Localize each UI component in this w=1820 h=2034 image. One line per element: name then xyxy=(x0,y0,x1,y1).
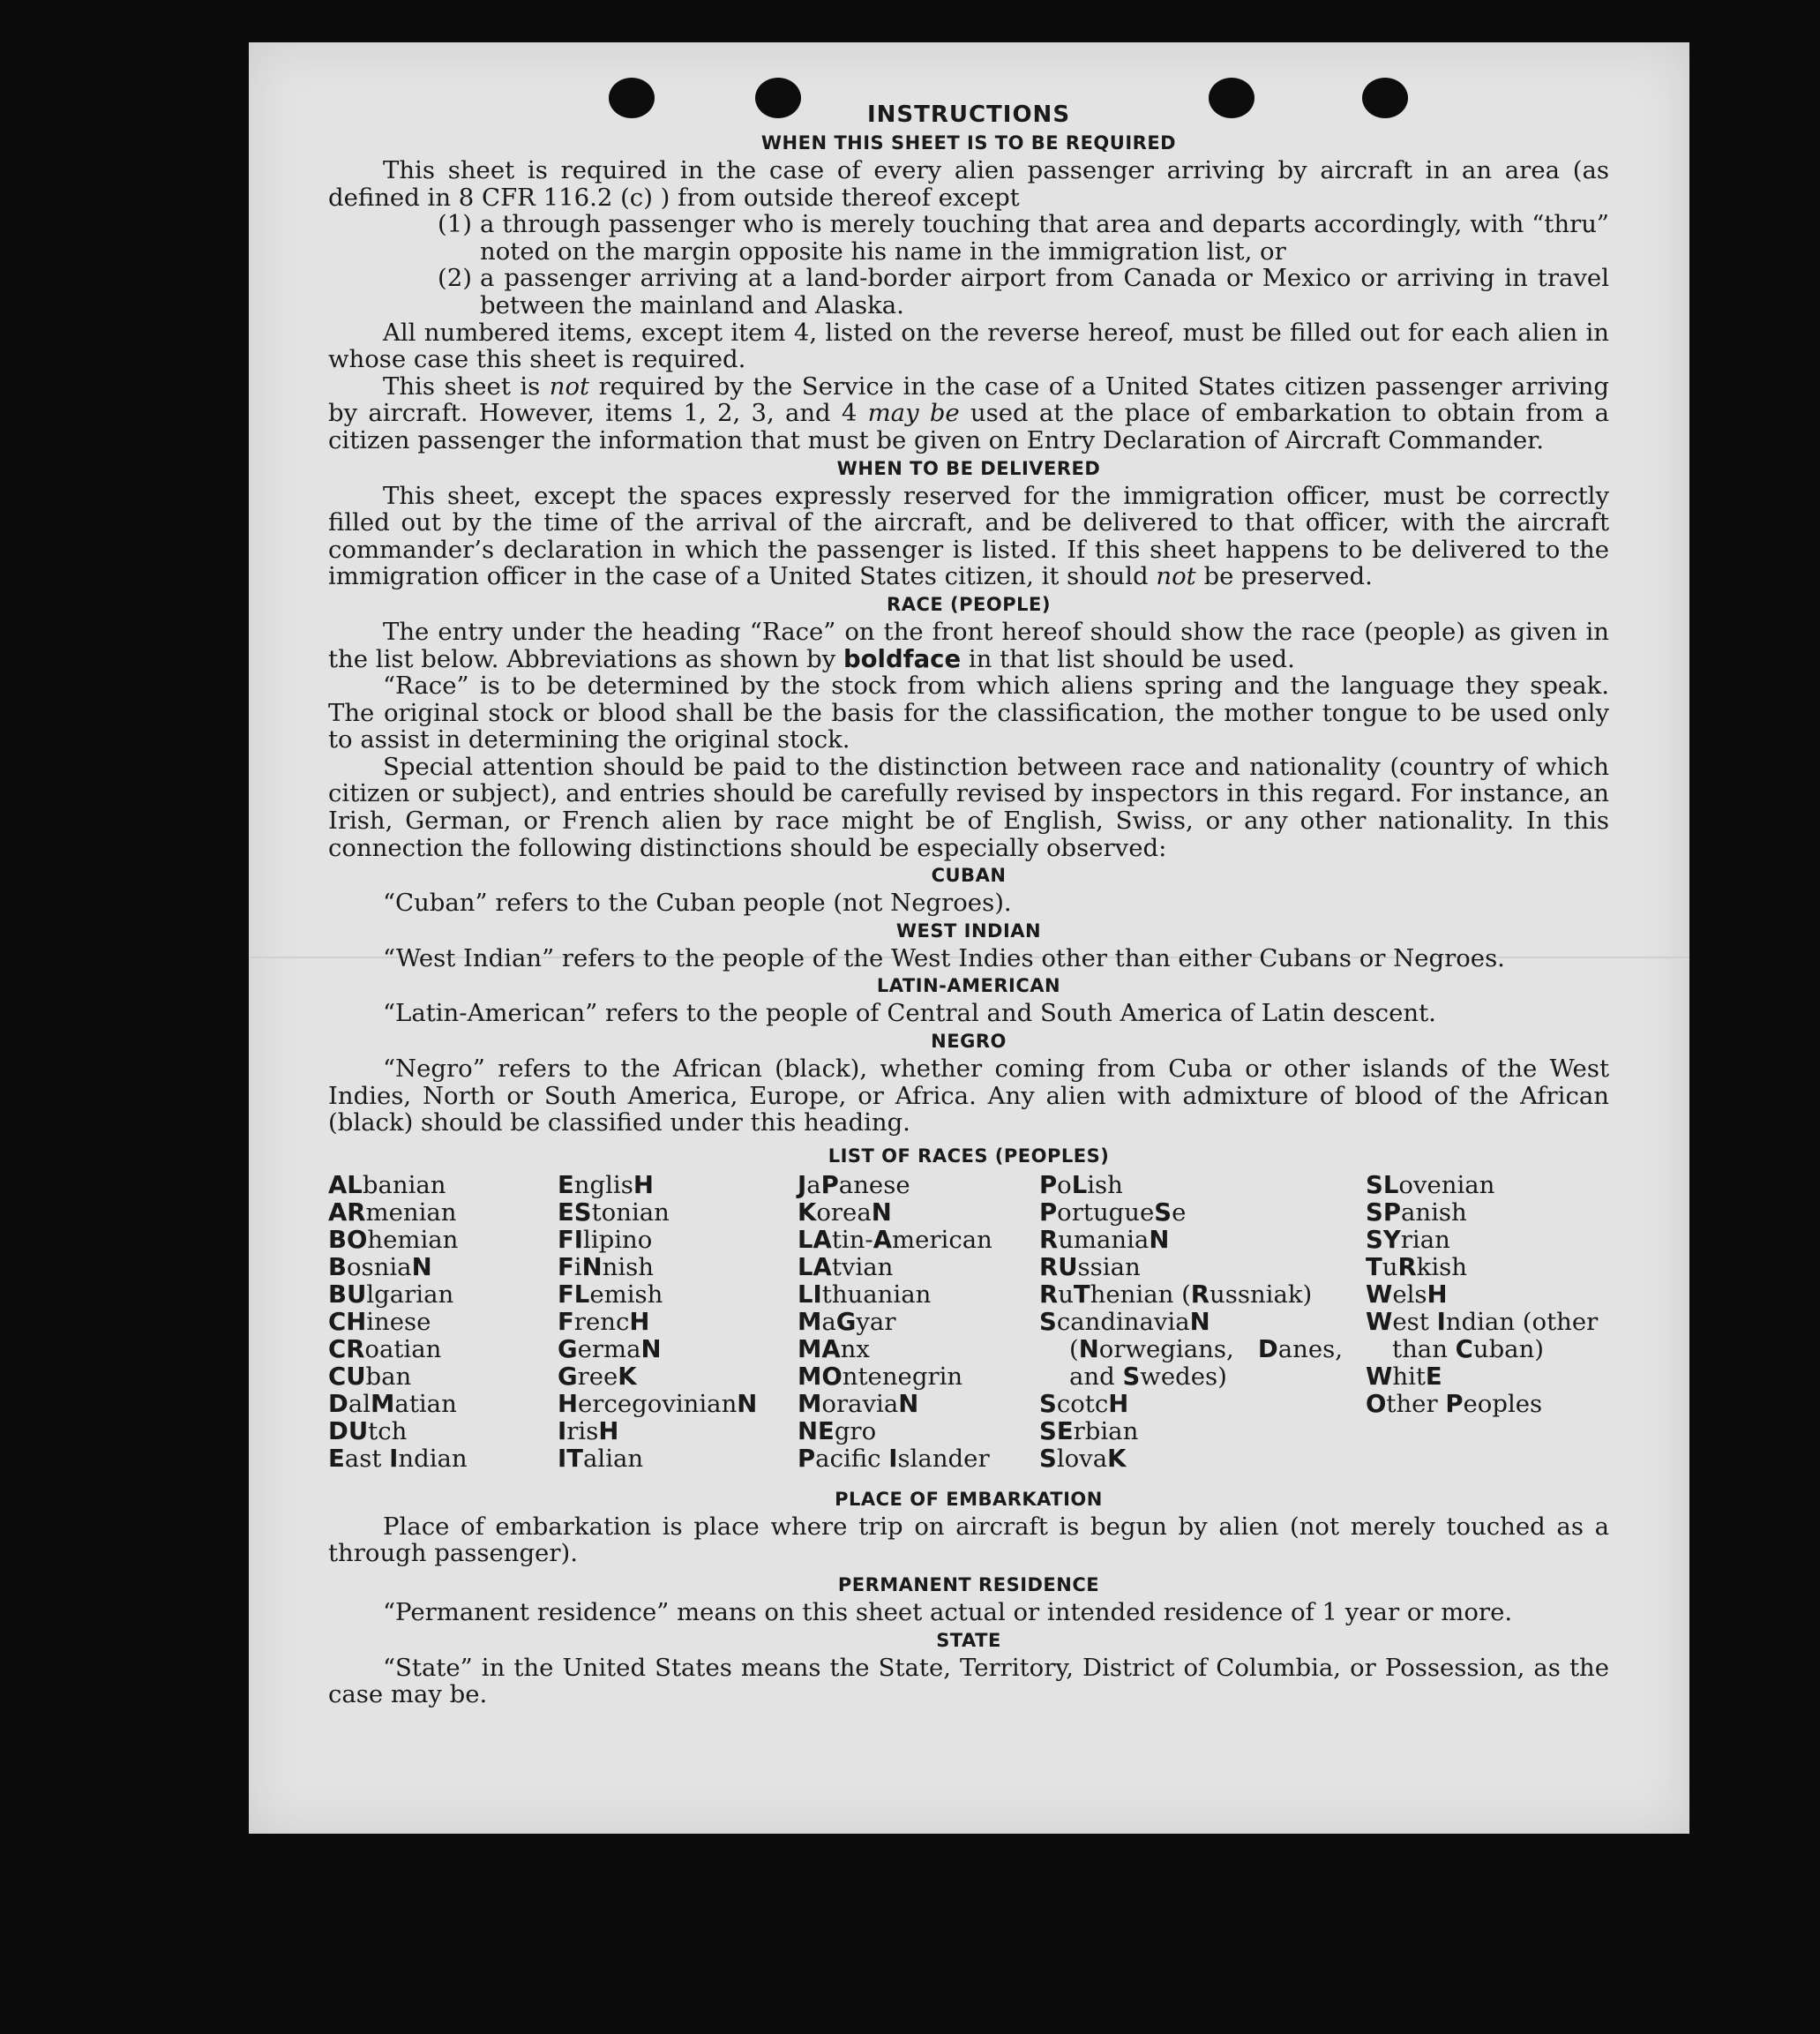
race-column xyxy=(328,1172,468,1473)
race-entry: Other Peoples xyxy=(1366,1389,1543,1418)
race-entry: SPanish xyxy=(1366,1197,1467,1227)
race-entry: KoreaN xyxy=(798,1197,892,1227)
race-entry: WhitE xyxy=(1366,1362,1442,1391)
race-entry: NEgro xyxy=(798,1416,877,1445)
race-entry: FrencH xyxy=(558,1307,650,1336)
race-entry: RUssian xyxy=(1039,1252,1141,1281)
race-entry: GreeK xyxy=(558,1362,637,1391)
page-title: INSTRUCTIONS xyxy=(866,101,1071,128)
section-heading-required: WHEN THIS SHEET IS TO BE REQUIRED xyxy=(760,132,1177,154)
race-entry: BUlgarian xyxy=(328,1280,454,1309)
required-paragraph: All numbered items, except item 4, listed on the reverse hereof, must be filled out for each alien in whose case this sheet is required. xyxy=(328,318,1609,374)
race-entry: West Indian (other than Cuban) xyxy=(1366,1307,1599,1363)
race-paragraph: Special attention should be paid to the distinction between race and nationality (country of which citizen or subject), and entries should be carefully revised by inspectors in this regard. For instance, an Irish, German, or French alien by race might be of English, Swiss, or any other nationality. In this connection the following distinctions should be especially observed: xyxy=(328,752,1609,862)
race-paragraph: The entry under the heading “Race” on the front hereof should show the race (people) as given in the list below. Abbreviations as shown by boldface in that list should be used. xyxy=(328,617,1609,673)
cuban-definition: “Cuban” refers to the Cuban people (not Negroes). xyxy=(383,889,1012,918)
race-entry: RumaniaN xyxy=(1039,1225,1170,1254)
race-entry: SLovenian xyxy=(1366,1170,1495,1199)
race-column xyxy=(1366,1172,1632,1418)
delivered-paragraph: This sheet, except the spaces expressly reserved for the immigration officer, must be correctly filled out by the time of the arrival of the aircraft, and be delivered to that officer, with the aircraft commander’s declaration in which the passenger is listed. If this sheet happens to be delivered to the immigration officer in the case of a United States citizen, it should not be preserved. xyxy=(328,481,1609,591)
embarkation-definition: Place of embarkation is place where trip on aircraft is begun by alien (not merely touched as a through passenger). xyxy=(328,1512,1609,1568)
exception-item: (1) a through passenger who is merely touching that area and departs accordingly, with “thru” noted on the margin opposite his name in the immigration list, or xyxy=(438,210,1609,266)
race-entry: CHinese xyxy=(328,1307,431,1336)
race-column xyxy=(558,1172,757,1473)
race-entry: DalMatian xyxy=(328,1389,457,1418)
exception-item: (2) a passenger arriving at a land-border airport from Canada or Mexico or arriving in travel between the mainland and Alaska. xyxy=(438,264,1609,319)
race-entry: WelsH xyxy=(1366,1280,1448,1309)
section-heading-state: STATE xyxy=(936,1629,1001,1651)
race-entry: BOhemian xyxy=(328,1225,459,1254)
instructions-content xyxy=(328,101,1609,1708)
state-definition: “State” in the United States means the State, Territory, District of Columbia, or Possession, as the case may be. xyxy=(328,1653,1609,1709)
race-entry: FIlipino xyxy=(558,1225,653,1254)
document-page xyxy=(249,42,1689,1834)
race-entry: MOntenegrin xyxy=(798,1362,963,1391)
race-entry: EnglisH xyxy=(558,1170,654,1199)
race-paragraph: “Race” is to be determined by the stock from which aliens spring and the language they speak. The original stock or blood shall be the basis for the classification, the mother tongue to be used only to assist in determining the original stock. xyxy=(328,672,1609,754)
race-entry: SErbian xyxy=(1039,1416,1139,1445)
race-entry: MoraviaN xyxy=(798,1389,919,1418)
section-heading-delivered: WHEN TO BE DELIVERED xyxy=(836,457,1101,479)
race-entry: SYrian xyxy=(1366,1225,1450,1254)
section-heading-west-indian: WEST INDIAN xyxy=(895,919,1042,942)
race-entry: LAtin-American xyxy=(798,1225,992,1254)
section-heading-residence: PERMANENT RESIDENCE xyxy=(837,1574,1100,1595)
negro-definition: “Negro” refers to the African (black), whether coming from Cuba or other islands of the West Indies, North or South America, Europe, or Africa. Any alien with admixture of blood of the African (black) should be classified under this heading. xyxy=(328,1055,1609,1137)
race-entry: HercegovinianN xyxy=(558,1389,758,1418)
race-entry: LAtvian xyxy=(798,1252,894,1281)
race-column xyxy=(1039,1172,1343,1473)
race-entry: East Indian xyxy=(328,1444,468,1473)
latin-american-definition: “Latin-American” refers to the people of Central and South America of Latin descent. xyxy=(383,999,1436,1028)
race-entry: DUtch xyxy=(328,1416,408,1445)
section-heading-race: RACE (PEOPLE) xyxy=(887,593,1051,615)
section-heading-embarkation: PLACE OF EMBARKATION xyxy=(835,1488,1103,1510)
race-column xyxy=(798,1172,992,1473)
race-entry: TuRkish xyxy=(1366,1252,1467,1281)
race-entry: ARmenian xyxy=(328,1197,457,1227)
race-list xyxy=(328,1172,1609,1485)
west-indian-definition: “West Indian” refers to the people of the West Indies other than either Cubans or Negroes. xyxy=(383,943,1505,972)
race-entry: PoLish xyxy=(1039,1170,1123,1199)
race-entry: ITalian xyxy=(558,1444,644,1473)
race-entry: BosniaN xyxy=(328,1252,432,1281)
race-entry: MAnx xyxy=(798,1334,870,1363)
race-entry: CRoatian xyxy=(328,1334,442,1363)
race-entry: FLemish xyxy=(558,1280,663,1309)
race-entry: GermaN xyxy=(558,1334,662,1363)
section-heading-latin-american: LATIN-AMERICAN xyxy=(876,975,1061,997)
race-entry: ALbanian xyxy=(328,1170,446,1199)
race-entry: ScotcH xyxy=(1039,1389,1129,1418)
residence-definition: “Permanent residence” means on this sheet actual or intended residence of 1 year or more. xyxy=(383,1598,1513,1626)
race-entry: IrisH xyxy=(558,1416,619,1445)
section-heading-negro: NEGRO xyxy=(931,1031,1007,1053)
required-intro: This sheet is required in the case of every alien passenger arriving by aircraft in an area (as defined in 8 CFR 116.2 (c) ) from outside thereof except xyxy=(328,156,1609,212)
race-entry: ScandinaviaN (Norwegians, Danes, and Swedes) xyxy=(1039,1307,1343,1391)
race-entry: JaPanese xyxy=(798,1170,910,1199)
race-entry: SlovaK xyxy=(1039,1444,1127,1473)
race-entry: EStonian xyxy=(558,1197,670,1227)
required-citizen-paragraph: This sheet is not required by the Service in the case of a United States citizen passenger arriving by aircraft. However, items 1, 2, 3, and 4 may be used at the place of embarkation to obtain from a citizen passenger the information that must be given on Entry Declaration of Aircraft Commander. xyxy=(328,372,1609,454)
race-entry: LIthuanian xyxy=(798,1280,932,1309)
race-entry: FiNnish xyxy=(558,1252,654,1281)
race-entry: Pacifc Islander xyxy=(798,1444,990,1473)
race-entry: MaGyar xyxy=(798,1307,896,1336)
race-entry: PortugueSe xyxy=(1039,1197,1187,1227)
section-heading-cuban: CUBAN xyxy=(931,865,1007,887)
race-entry: CUban xyxy=(328,1362,412,1391)
race-entry: RuThenian (Russniak) xyxy=(1039,1280,1313,1309)
section-heading-list-of-races: LIST OF RACES (PEOPLES) xyxy=(828,1145,1110,1167)
